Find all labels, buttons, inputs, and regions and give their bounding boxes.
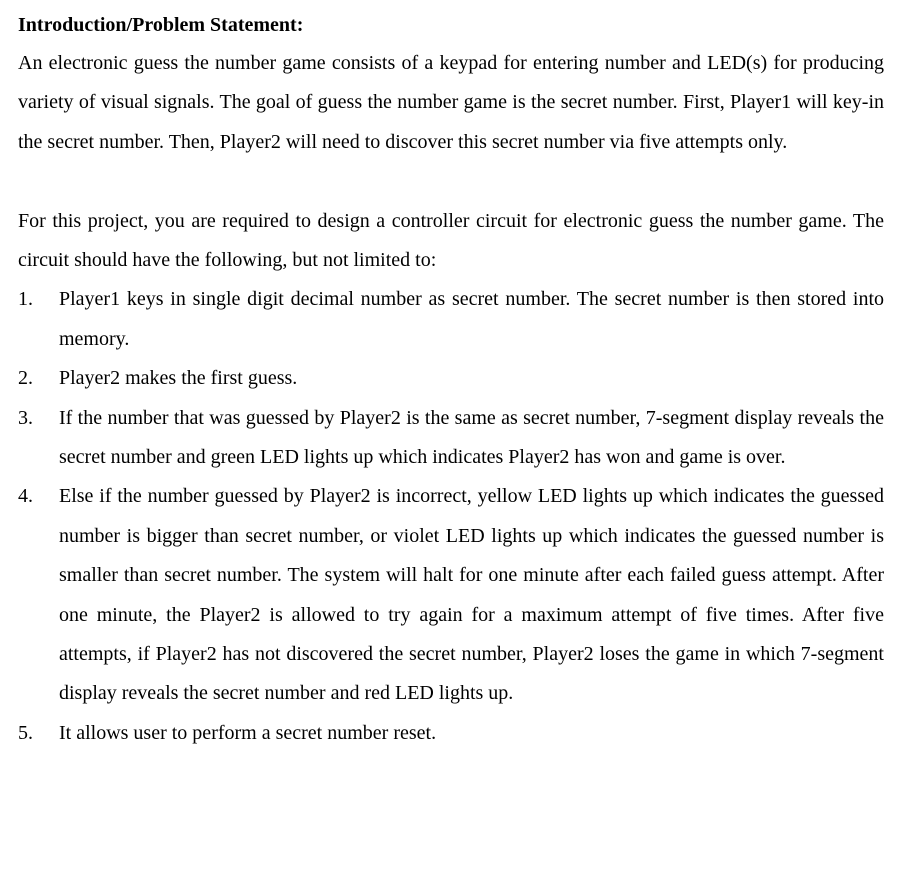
document-page xyxy=(18,12,884,753)
list-item xyxy=(18,477,884,713)
paragraph-spacer xyxy=(18,162,884,201)
list-item-text: Player1 keys in single digit decimal number as secret number. The secret number is then stored into memory. xyxy=(59,288,884,350)
list-item-text: It allows user to perform a secret number reset. xyxy=(59,721,437,744)
list-item-number: 1. xyxy=(18,288,33,311)
list-item xyxy=(18,280,884,359)
intro-paragraph: An electronic guess the number game consists of a keypad for entering number and LED(s) for producing variety of visual signals. The goal of guess the number game is the secret number. First, Player1 will key-in the secret number. Then, Player2 will need to discover this secret number via five attempts only. xyxy=(18,52,884,153)
project-paragraph: For this project, you are required to design a controller circuit for electronic guess the number game. The circuit should have the following, but not limited to: xyxy=(18,209,884,272)
section-heading: Introduction/Problem Statement: xyxy=(18,14,304,36)
list-item-text: Else if the number guessed by Player2 is incorrect, yellow LED lights up which indicates the guessed number is bigger than secret number, or violet LED lights up which indicates the guessed number is smaller than secret number. The system will halt for one minute after each failed guess attempt. After one minute, the Player2 is allowed to try again for a maximum attempt of five times. After five attempts, if Player2 has not discovered the secret number, Player2 loses the game in which 7-segment display reveals the secret number and red LED lights up. xyxy=(59,485,884,705)
list-item xyxy=(18,399,884,478)
list-item-number: 4. xyxy=(18,485,33,508)
list-item-number: 3. xyxy=(18,406,33,429)
requirements-list xyxy=(18,280,884,753)
list-item xyxy=(18,714,884,753)
list-item-text: If the number that was guessed by Player2 is the same as secret number, 7-segment display reveals the secret number and green LED lights up which indicates Player2 has won and game is over. xyxy=(59,406,884,469)
list-item-number: 2. xyxy=(18,367,33,390)
list-item-text: Player2 makes the first guess. xyxy=(59,367,298,390)
list-item xyxy=(18,359,884,398)
list-item-number: 5. xyxy=(18,721,33,744)
